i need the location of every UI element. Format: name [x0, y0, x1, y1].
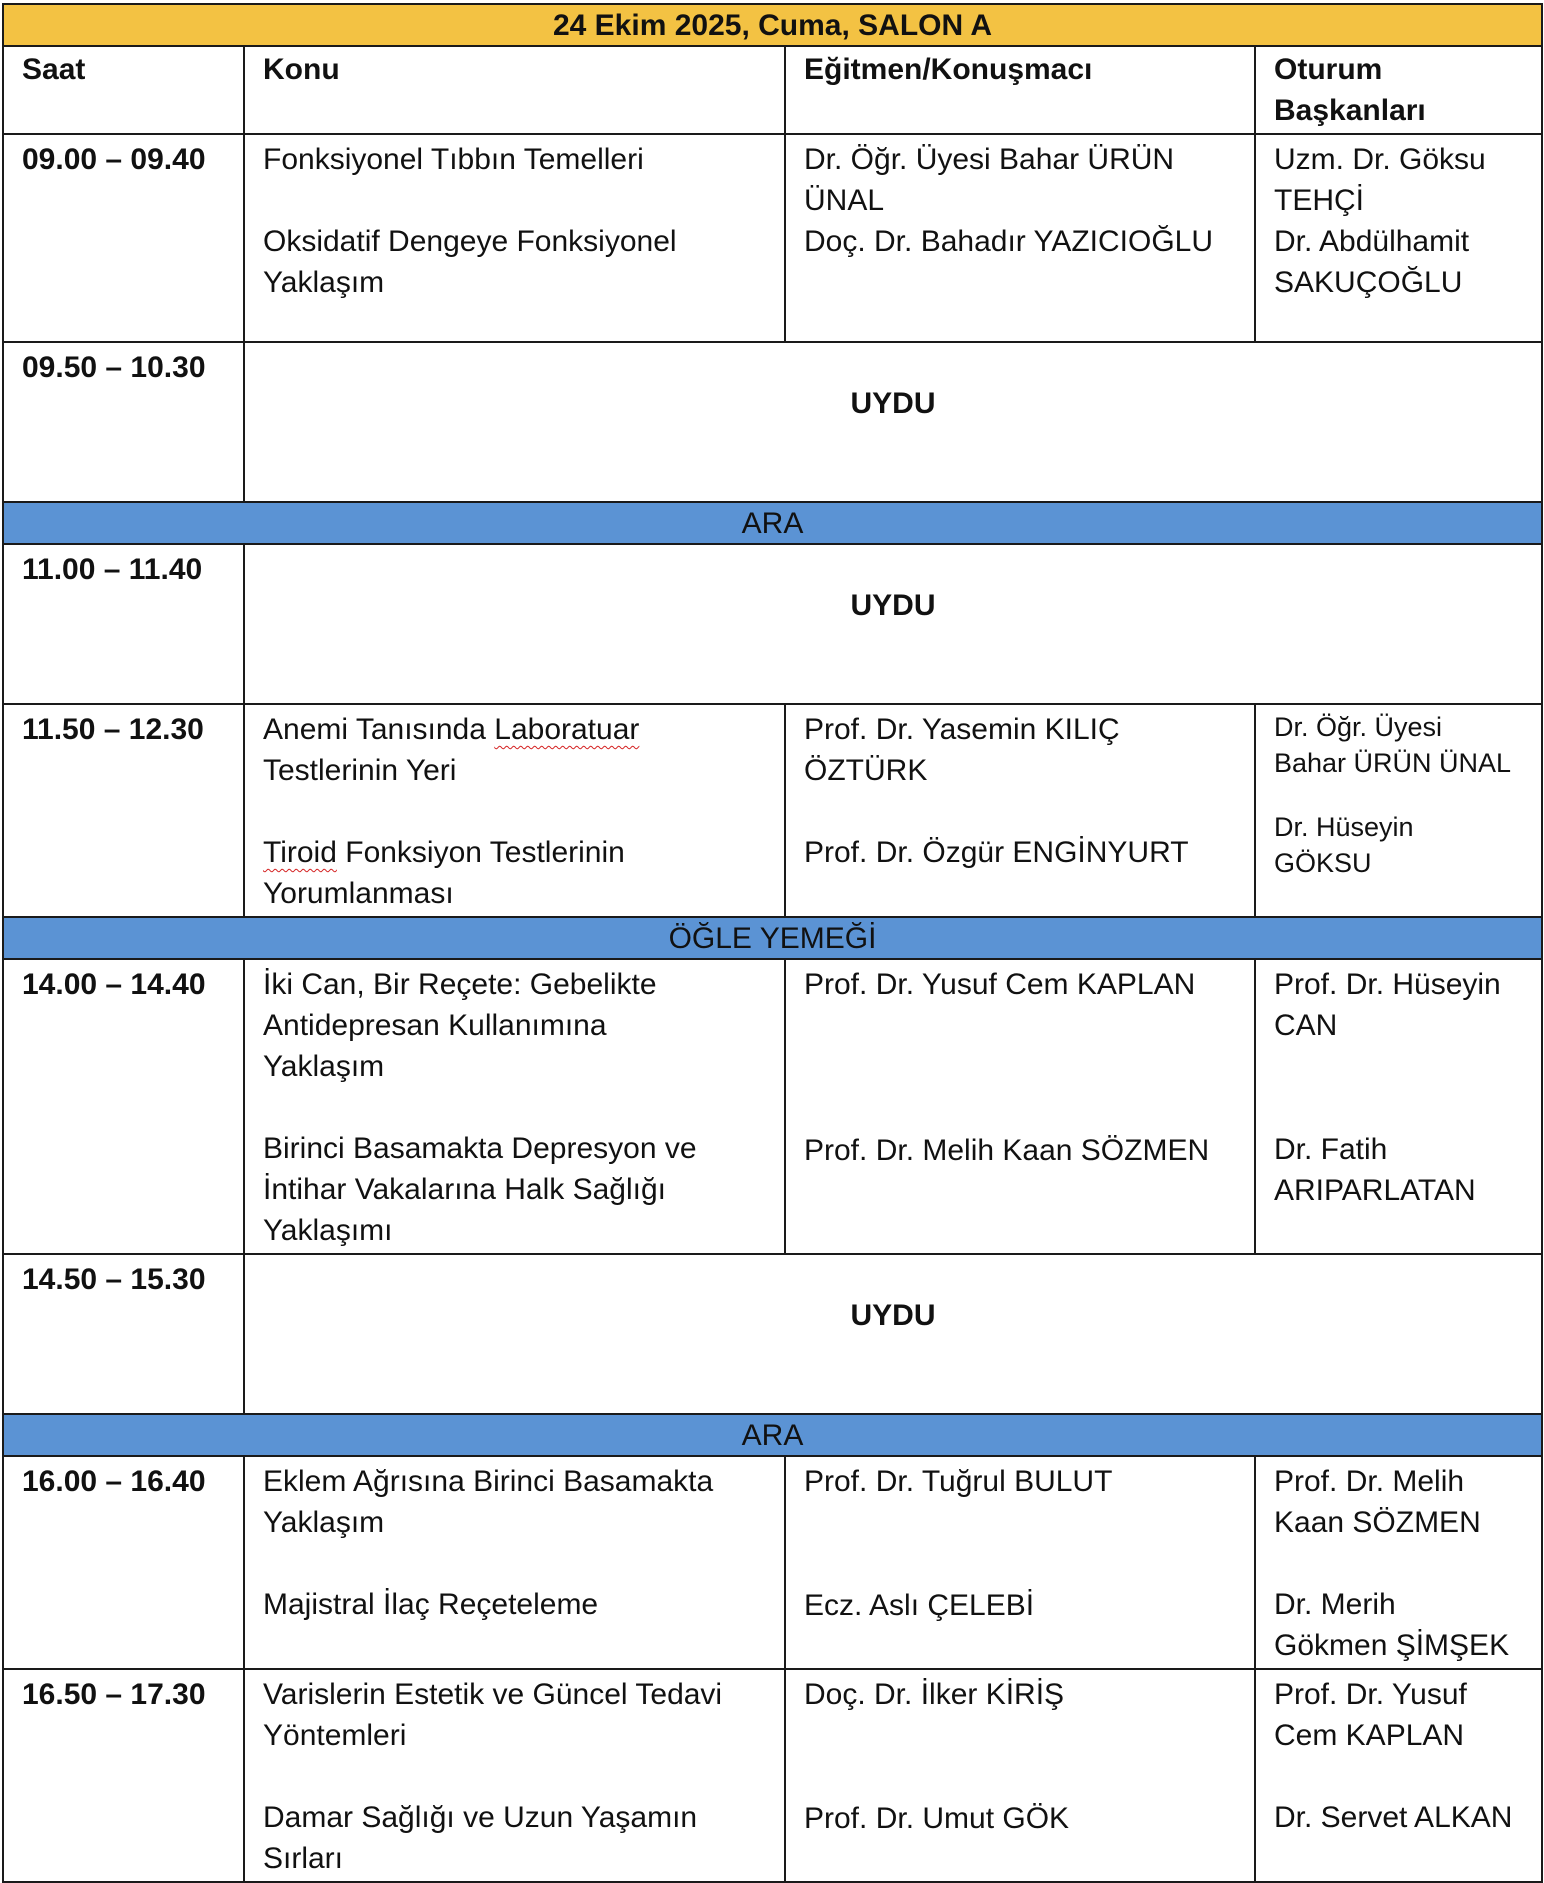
chair: Dr. Abdülhamit SAKUÇOĞLU [1274, 225, 1470, 299]
session-speakers [785, 1669, 1255, 1882]
session-time: 16.50 – 17.30 [3, 1669, 244, 1882]
chair: Prof. Dr. Yusuf Cem KAPLAN [1274, 1678, 1467, 1752]
session-chairs [1255, 959, 1542, 1254]
speaker: Prof. Dr. Yusuf Cem KAPLAN [804, 968, 1196, 1001]
break-row [3, 1414, 1542, 1456]
session-time: 14.00 – 14.40 [3, 959, 244, 1254]
topic: Anemi Tanısında Laboratuar Testlerinin Yeri [263, 713, 640, 787]
session-time: 09.50 – 10.30 [3, 342, 244, 502]
chair: Prof. Dr. Melih Kaan SÖZMEN [1274, 1465, 1481, 1539]
satellite-label: UYDU [244, 342, 1542, 502]
lunch-label: ÖĞLE YEMEĞİ [3, 917, 1542, 959]
break-label: ARA [3, 502, 1542, 544]
chair: Dr. Servet ALKAN [1274, 1801, 1513, 1834]
session-speakers [785, 134, 1255, 342]
speaker: Prof. Dr. Umut GÖK [804, 1802, 1070, 1835]
session-topics [244, 134, 785, 342]
satellite-label: UYDU [244, 1254, 1542, 1414]
topic: Majistral İlaç Reçeteleme [263, 1588, 599, 1621]
session-row [3, 1456, 1542, 1669]
session-topics [244, 959, 785, 1254]
break-row [3, 502, 1542, 544]
col-header-speaker: Eğitmen/Konuşmacı [785, 46, 1255, 134]
satellite-row [3, 1254, 1542, 1414]
topic: Eklem Ağrısına Birinci Basamakta Yaklaşım [263, 1465, 714, 1539]
title-row [3, 4, 1542, 46]
topic: İki Can, Bir Reçete: Gebelikte Antidepresan Kullanımına Yaklaşım [263, 968, 657, 1083]
speaker: Prof. Dr. Tuğrul BULUT [804, 1465, 1113, 1498]
topic: Varislerin Estetik ve Güncel Tedavi Yöntemleri [263, 1678, 723, 1752]
speaker: Doç. Dr. İlker KİRİŞ [804, 1678, 1065, 1711]
session-chairs [1255, 1456, 1542, 1669]
topic: Oksidatif Dengeye Fonksiyonel Yaklaşım [263, 225, 677, 299]
speaker: Doç. Dr. Bahadır YAZICIOĞLU [804, 225, 1214, 258]
chair: Dr. Merih Gökmen ŞİMŞEK [1274, 1588, 1510, 1662]
topic: Damar Sağlığı ve Uzun Yaşamın Sırları [263, 1801, 698, 1875]
speaker: Dr. Öğr. Üyesi Bahar ÜRÜN ÜNAL [804, 143, 1175, 217]
col-header-chairs: Oturum Başkanları [1255, 46, 1542, 134]
session-time: 11.00 – 11.40 [3, 544, 244, 704]
chair: Prof. Dr. Hüseyin CAN [1274, 968, 1501, 1042]
break-row [3, 917, 1542, 959]
session-row [3, 1669, 1542, 1882]
speaker: Ecz. Aslı ÇELEBİ [804, 1589, 1035, 1622]
session-row [3, 959, 1542, 1254]
session-time: 14.50 – 15.30 [3, 1254, 244, 1414]
session-topics [244, 704, 785, 917]
session-speakers [785, 959, 1255, 1254]
session-speakers [785, 1456, 1255, 1669]
speaker: Prof. Dr. Yasemin KILIÇ ÖZTÜRK [804, 713, 1120, 787]
speaker: Prof. Dr. Melih Kaan SÖZMEN [804, 1134, 1210, 1167]
schedule-page [2, 3, 1541, 1883]
session-row [3, 704, 1542, 917]
chair: Dr. Öğr. Üyesi Bahar ÜRÜN ÜNAL [1274, 712, 1512, 778]
session-chairs [1255, 704, 1542, 917]
session-chairs [1255, 1669, 1542, 1882]
break-label: ARA [3, 1414, 1542, 1456]
topic: Fonksiyonel Tıbbın Temelleri [263, 143, 644, 176]
satellite-label: UYDU [244, 544, 1542, 704]
session-topics [244, 1669, 785, 1882]
session-time: 16.00 – 16.40 [3, 1456, 244, 1669]
session-chairs [1255, 134, 1542, 342]
col-header-time: Saat [3, 46, 244, 134]
topic: Tiroid Fonksiyon Testlerinin Yorumlanması [263, 836, 625, 910]
schedule-table [2, 3, 1543, 1883]
session-topics [244, 1456, 785, 1669]
topic: Birinci Basamakta Depresyon ve İntihar Vakalarına Halk Sağlığı Yaklaşımı [263, 1132, 697, 1247]
chair: Uzm. Dr. Göksu TEHÇİ [1274, 143, 1486, 217]
speaker: Prof. Dr. Özgür ENGİNYURT [804, 836, 1189, 869]
session-time: 09.00 – 09.40 [3, 134, 244, 342]
satellite-row [3, 544, 1542, 704]
session-row [3, 134, 1542, 342]
chair: Dr. Hüseyin GÖKSU [1274, 812, 1414, 878]
satellite-row [3, 342, 1542, 502]
column-header-row [3, 46, 1542, 134]
session-speakers [785, 704, 1255, 917]
col-header-topic: Konu [244, 46, 785, 134]
session-time: 11.50 – 12.30 [3, 704, 244, 917]
chair: Dr. Fatih ARIPARLATAN [1274, 1133, 1476, 1207]
schedule-title: 24 Ekim 2025, Cuma, SALON A [3, 4, 1542, 46]
